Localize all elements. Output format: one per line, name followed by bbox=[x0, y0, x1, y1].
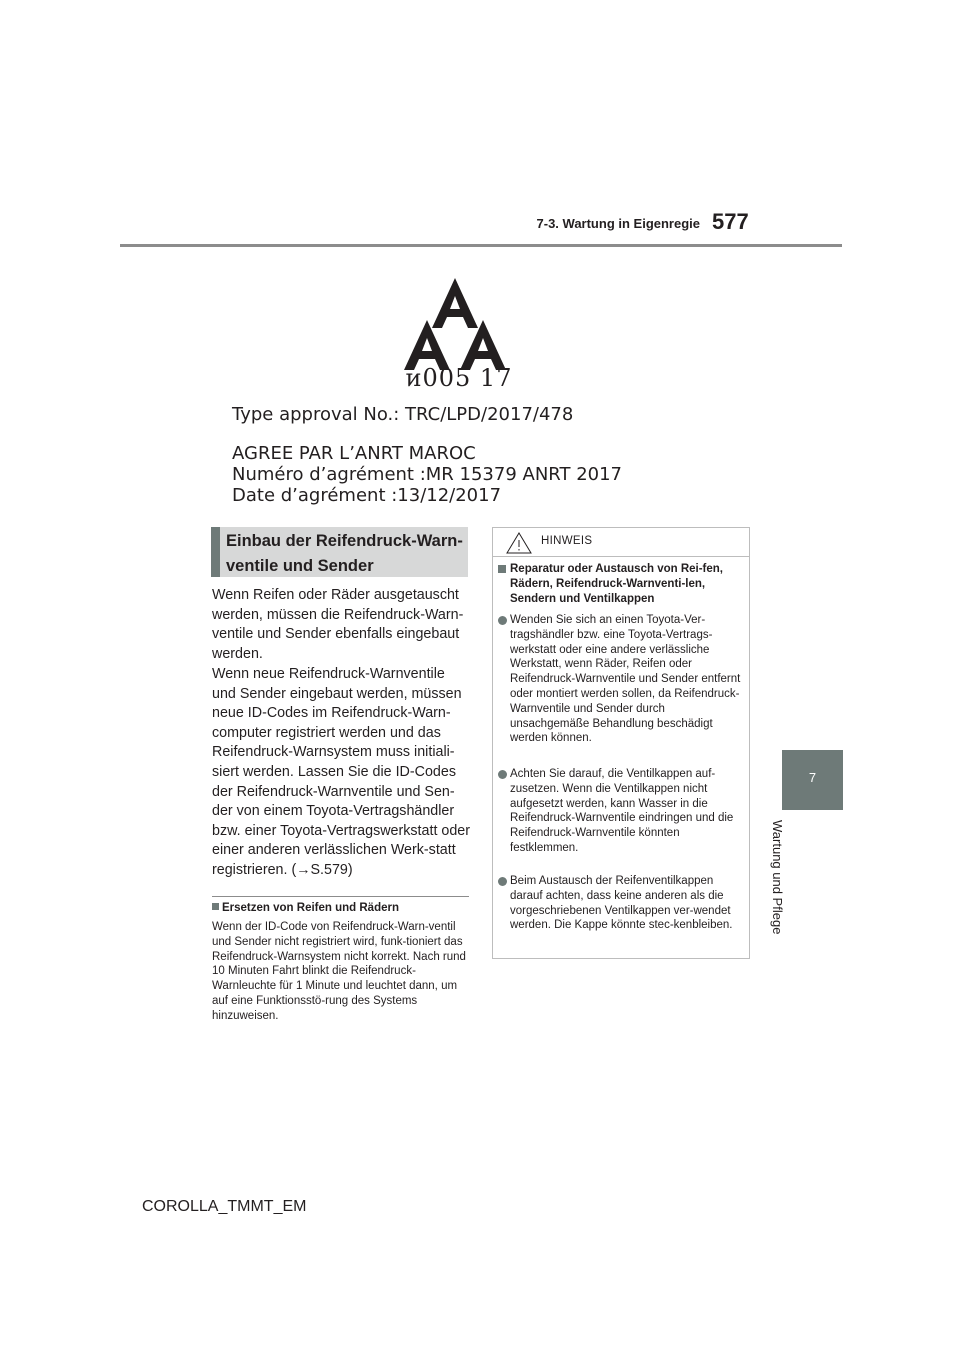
type-approval-number: Type approval No.: TRC/LPD/2017/478 bbox=[232, 404, 574, 425]
notice-bullet-text: Beim Austausch der Reifenventilkappen darauf achten, dass keine anderen als die vorgeschriebenen Ventilkappen ver-wendet werden. Die Kappe könnte stec-kenbleiben. bbox=[510, 875, 733, 932]
agreement-date: Date d’agrément :13/12/2017 bbox=[232, 485, 502, 506]
document-code: COROLLA_TMMT_EM bbox=[142, 1198, 307, 1215]
section-heading bbox=[211, 527, 468, 577]
square-bullet-icon bbox=[212, 903, 219, 910]
divider bbox=[212, 896, 469, 897]
approval-code: ᴎ005 17 bbox=[405, 364, 513, 392]
page-number: 577 bbox=[712, 209, 749, 234]
notice-heading-text: Reparatur oder Austausch von Rei-fen, Rädern, Reifendruck-Warnventi-len, Sendern und Ventilkappen bbox=[510, 563, 724, 605]
warning-triangle-icon bbox=[505, 531, 533, 555]
header-divider bbox=[120, 244, 842, 247]
chapter-tab bbox=[782, 750, 843, 810]
circle-bullet-icon bbox=[498, 877, 507, 886]
notice-title: HINWEIS bbox=[541, 535, 593, 547]
chapter-tab-number: 7 bbox=[808, 770, 817, 785]
circle-bullet-icon bbox=[498, 616, 507, 625]
sub-heading bbox=[212, 902, 399, 914]
chapter-tab-label-wrap bbox=[770, 820, 820, 945]
notice-divider bbox=[492, 556, 750, 557]
notice-bullet-text: Achten Sie darauf, die Ventilkappen auf-zusetzen. Wenn die Ventilkappen nicht aufgesetzt werden, kann Wasser in die Reifendruck-Warnventile eindringen und die Reifendruck-Warnventile könnten festklemmen. bbox=[510, 768, 734, 854]
sub-paragraph: Wenn der ID-Code von Reifendruck-Warn-ventil und Sender nicht registriert wird, funk-tioniert das Reifendruck-Warnsystem nicht korrekt. Nach rund 10 Minuten Fahrt blinkt die Reifendruck-Warnleuchte für 1 Minute und leuchtet dann, um auf eine Funktionsstö-rung des Systems hinzuweisen. bbox=[212, 921, 466, 1022]
section-heading-text: Einbau der Reifendruck-Warn-ventile und Sender bbox=[226, 532, 463, 575]
notice-bullet-text: Wenden Sie sich an einen Toyota-Ver-tragshändler bzw. eine Toyota-Vertrags-werkstatt oder eine andere verlässliche Werkstatt, wenn Räder, Reifen oder Reifendruck-Warnventile und Sender entfernt oder montiert werden sollen, da Reifendruck-Warnventile und Sender durch unsachgemäße Behandlung beschädigt werden können. bbox=[510, 614, 741, 745]
body-paragraph: Wenn Reifen oder Räder ausgetauscht werden, müssen die Reifendruck-Warn-ventile und Sender ebenfalls eingebaut werden. bbox=[212, 587, 464, 662]
chapter-tab-label: Wartung und Pflege bbox=[770, 820, 785, 935]
body-paragraph: Wenn neue Reifendruck-Warnventile und Sender eingebaut werden, müssen neue ID-Codes im Reifendruck-Warn-computer registriert werden und das Reifendruck-Warnsystem muss initiali-siert werden. Lassen Sie die ID-Codes der Reifendruck-Warnventile und Sen-der von einem Toyota-Vertragshändler bzw. einer Toyota-Vertragswerkstatt oder einer anderen verlässlichen Werk-statt registrieren. (→S.579) bbox=[212, 666, 470, 878]
square-bullet-icon bbox=[498, 565, 506, 573]
agree-line: AGREE PAR L’ANRT MAROC bbox=[232, 443, 476, 464]
section-title: 7-3. Wartung in Eigenregie bbox=[536, 216, 700, 231]
agreement-number: Numéro d’agrément :MR 15379 ANRT 2017 bbox=[232, 464, 623, 485]
circle-bullet-icon bbox=[498, 770, 507, 779]
sub-heading-text: Ersetzen von Reifen und Rädern bbox=[222, 902, 400, 914]
